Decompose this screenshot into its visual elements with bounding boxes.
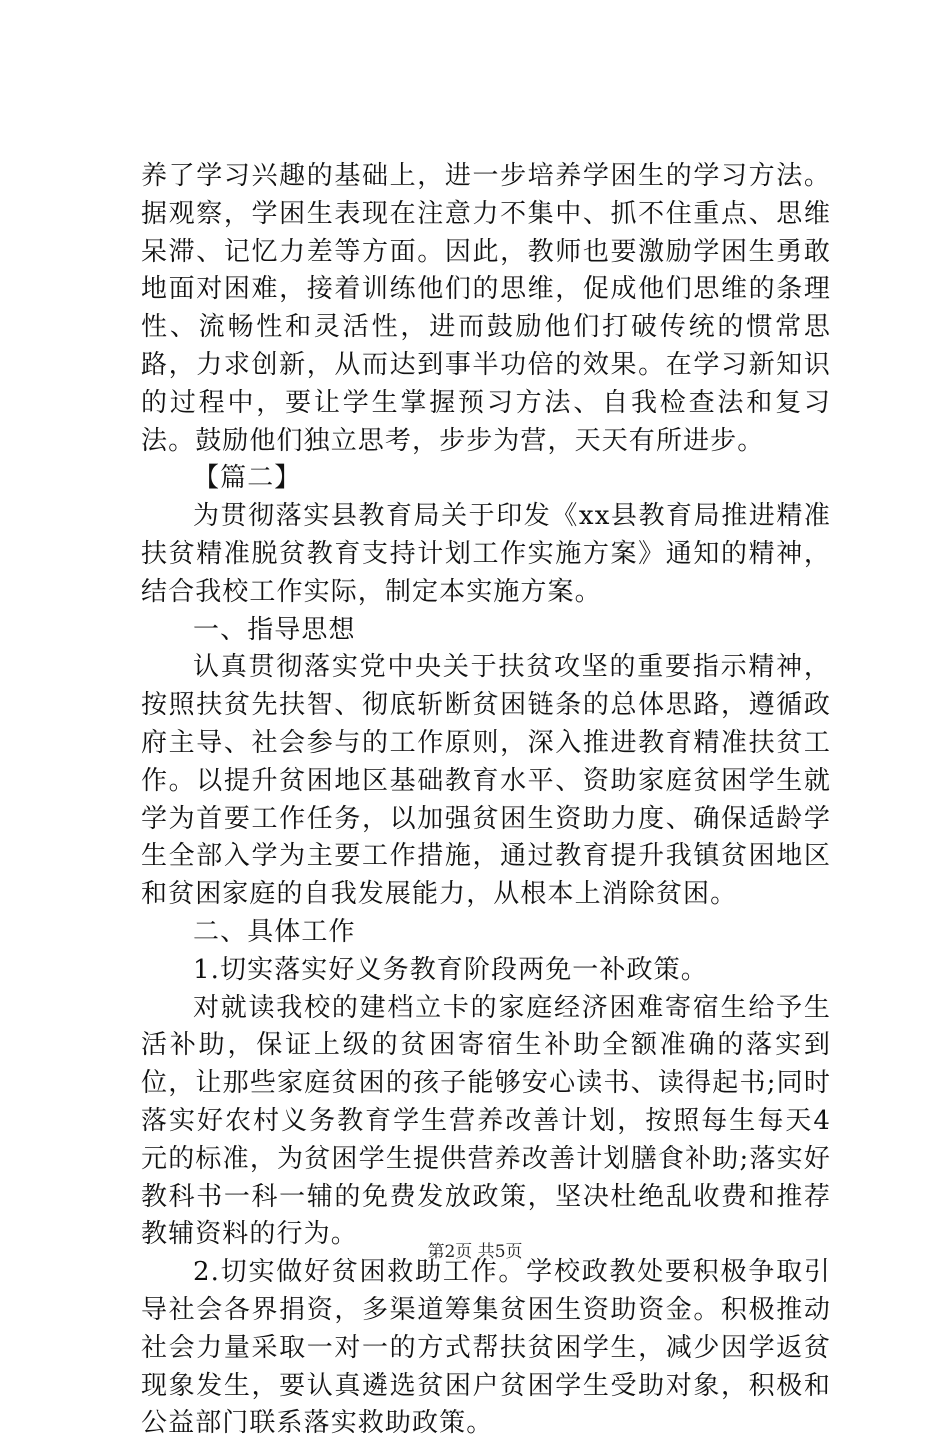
page-number-footer: 第2页 共5页 xyxy=(427,1242,523,1262)
heading-guiding-ideology: 一、指导思想 xyxy=(193,614,356,645)
paragraph-item-one: 对就读我校的建档立卡的家庭经济困难寄宿生给予生活补助，保证上级的贫困寄宿生补助全额准确的落实到位，让那些家庭贫困的孩子能够安心读书、读得起书;同时落实好农村义务教育学生营养改善计划，按照每生每天4元的标准，为贫困学生提供营养改善计划膳食补助;落实好教科书一科一辅的免费发放政策，坚决杜绝乱收费和推荐教辅资料的行为。 xyxy=(141,992,831,1250)
heading-specific-work: 二、具体工作 xyxy=(193,916,356,947)
paragraph-guiding-ideology: 认真贯彻落实党中央关于扶贫攻坚的重要指示精神，按照扶贫先扶智、彻底斩断贫困链条的总体思路，遵循政府主导、社会参与的工作原则，深入推进教育精准扶贫工作。以提升贫困地区基础教育水平、资助家庭贫困学生就学为首要工作任务，以加强贫困生资助力度、确保适龄学生全部入学为主要工作措施，通过教育提升我镇贫困地区和贫困家庭的自我发展能力，从根本上消除贫困。 xyxy=(141,652,831,910)
paragraph-continuation: 养了学习兴趣的基础上，进一步培养学困生的学习方法。据观察，学困生表现在注意力不集中、抓不住重点、思维呆滞、记忆力差等方面。因此，教师也要激励学困生勇敢地面对困难，接着训练他们的思维，促成他们思维的条理性、流畅性和灵活性，进而鼓励他们打破传统的惯常思路，力求创新，从而达到事半功倍的效果。在学习新知识的过程中，要让学生掌握预习方法、自我检查法和复习法。鼓励他们独立思考，步步为营，天天有所进步。 xyxy=(141,161,831,456)
item-one-heading: 1.切实落实好义务教育阶段两免一补政策。 xyxy=(193,954,708,985)
section-heading-part-two: 【篇二】 xyxy=(193,463,302,494)
paragraph-intro: 为贯彻落实县教育局关于印发《xx县教育局推进精准扶贫精准脱贫教育支持计划工作实施方案》通知的精神，结合我校工作实际，制定本实施方案。 xyxy=(141,501,831,607)
paragraph-item-two: 2.切实做好贫困救助工作。学校政教处要积极争取引导社会各界捐资，多渠道筹集贫困生资助资金。积极推动社会力量采取一对一的方式帮扶贫困学生，减少因学返贫现象发生，要认真遴选贫困户贫困学生受助对象，积极和公益部门联系落实救助政策。 xyxy=(141,1257,831,1439)
